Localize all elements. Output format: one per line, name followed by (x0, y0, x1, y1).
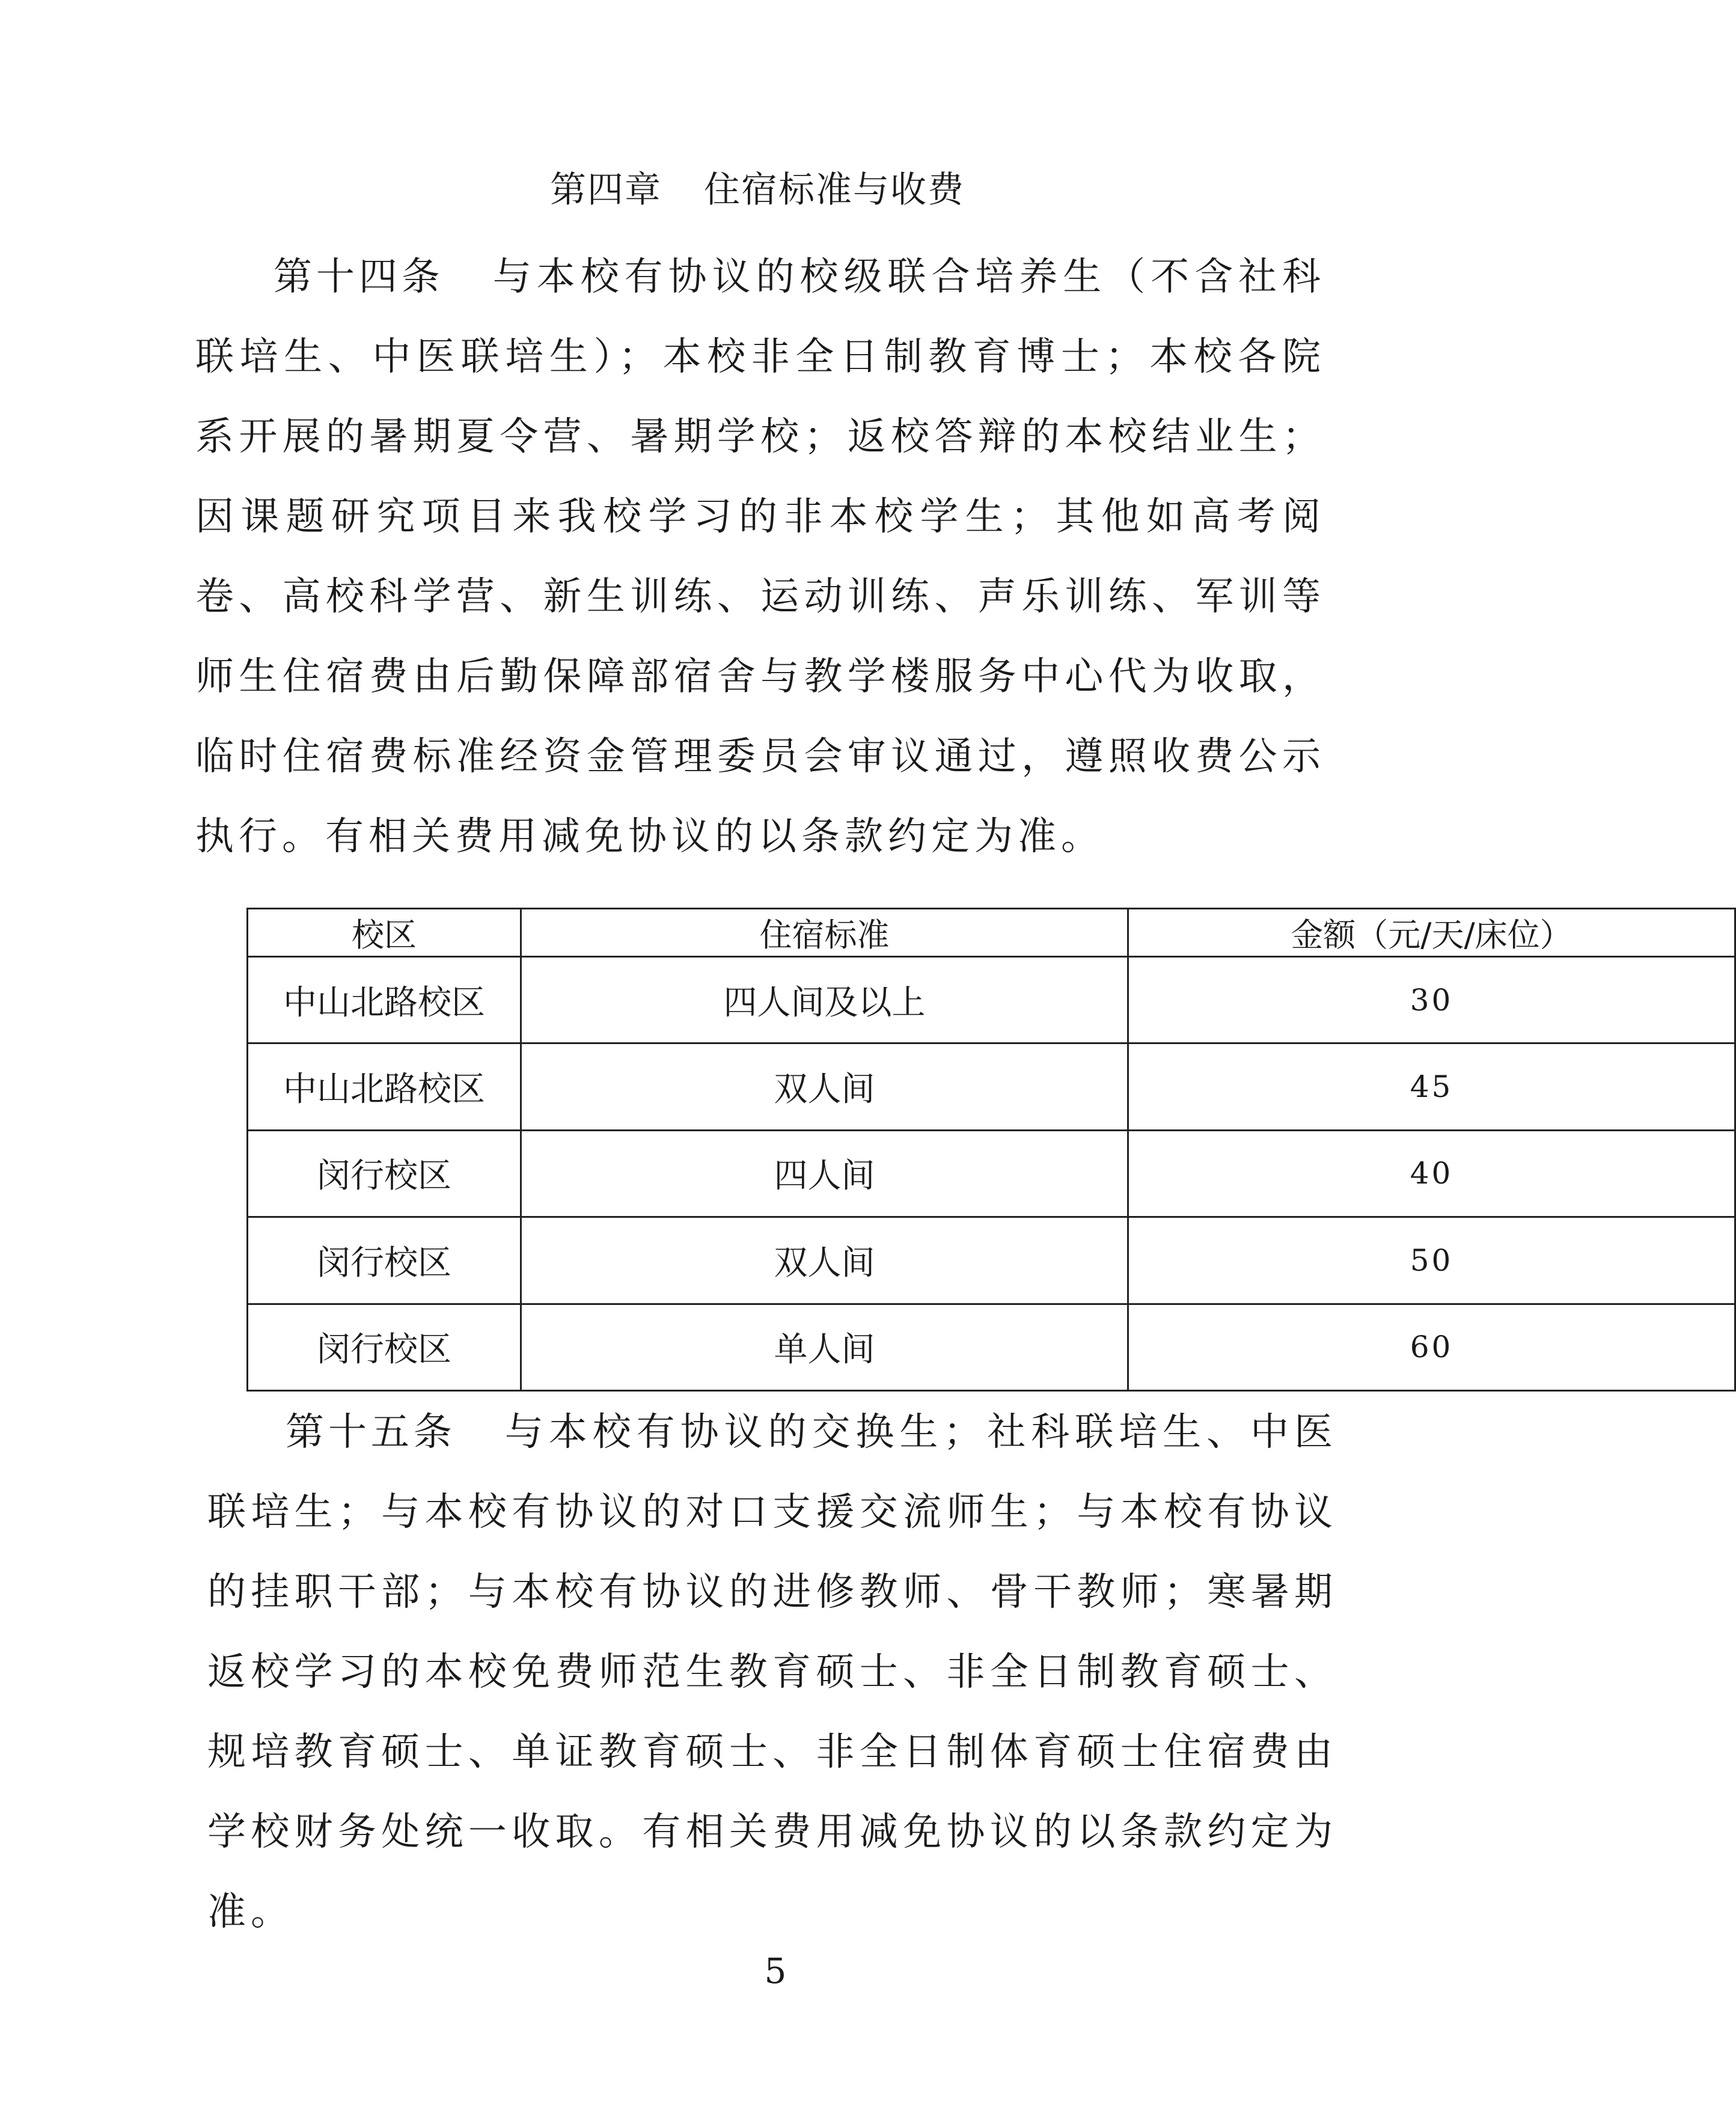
cell-standard: 单人间 (521, 1304, 1128, 1390)
article-14-text: 与本校有协议的校级联合培养生（不含社科联培生、中医联培生）；本校非全日制教育博士；本校各院系开展的暑期夏令营、暑期学校；返校答辩的本校结业生；因课题研究项目来我校学习的非本校学生；其他如高考阅卷、高校科学营、新生训练、运动训练、声乐训练、军训等师生住宿费由后勤保障部宿舍与教学楼服务中心代为收取，临时住宿费标准经资金管理委员会审议通过，遵照收费公示执行。有相关费用减免协议的以条款约定为准。 (195, 255, 1325, 859)
cell-campus: 闵行校区 (248, 1304, 521, 1390)
page-number: 5 (764, 1951, 787, 1991)
table-row (248, 1217, 1735, 1304)
cell-campus: 中山北路校区 (248, 957, 521, 1043)
cell-campus: 中山北路校区 (248, 1043, 521, 1130)
cell-amount: 30 (1128, 957, 1735, 1043)
table-row (248, 1130, 1735, 1217)
article-14-paragraph (195, 237, 1325, 877)
cell-standard: 四人间 (521, 1130, 1128, 1217)
header-campus: 校区 (248, 909, 521, 957)
chapter-title: 住宿标准与收费 (704, 169, 965, 211)
cell-amount: 60 (1128, 1304, 1735, 1390)
header-standard: 住宿标准 (521, 909, 1128, 957)
table-row (248, 957, 1735, 1043)
cell-standard: 双人间 (521, 1217, 1128, 1304)
cell-standard: 四人间及以上 (521, 957, 1128, 1043)
table-row (248, 1043, 1735, 1130)
header-amount: 金额（元/天/床位） (1128, 909, 1735, 957)
article-15-text: 与本校有协议的交换生；社科联培生、中医联培生；与本校有协议的对口支援交流师生；与本校有协议的挂职干部；与本校有协议的进修教师、骨干教师；寒暑期返校学习的本校免费师范生教育硕士、非全日制教育硕士、规培教育硕士、单证教育硕士、非全日制体育硕士住宿费由学校财务处统一收取。有相关费用减免协议的以条款约定为准。 (207, 1410, 1337, 1934)
accommodation-fee-table (246, 908, 1736, 1392)
cell-amount: 50 (1128, 1217, 1735, 1304)
article-14-label: 第十四条 (274, 255, 444, 299)
table-header-row (248, 909, 1735, 957)
cell-campus: 闵行校区 (248, 1130, 521, 1217)
article-15-label: 第十五条 (286, 1410, 456, 1455)
cell-standard: 双人间 (521, 1043, 1128, 1130)
chapter-heading (0, 161, 1515, 213)
cell-campus: 闵行校区 (248, 1217, 521, 1304)
chapter-number: 第四章 (550, 169, 662, 211)
article-15-paragraph (207, 1393, 1337, 1952)
cell-amount: 45 (1128, 1043, 1735, 1130)
cell-amount: 40 (1128, 1130, 1735, 1217)
table-row (248, 1304, 1735, 1390)
